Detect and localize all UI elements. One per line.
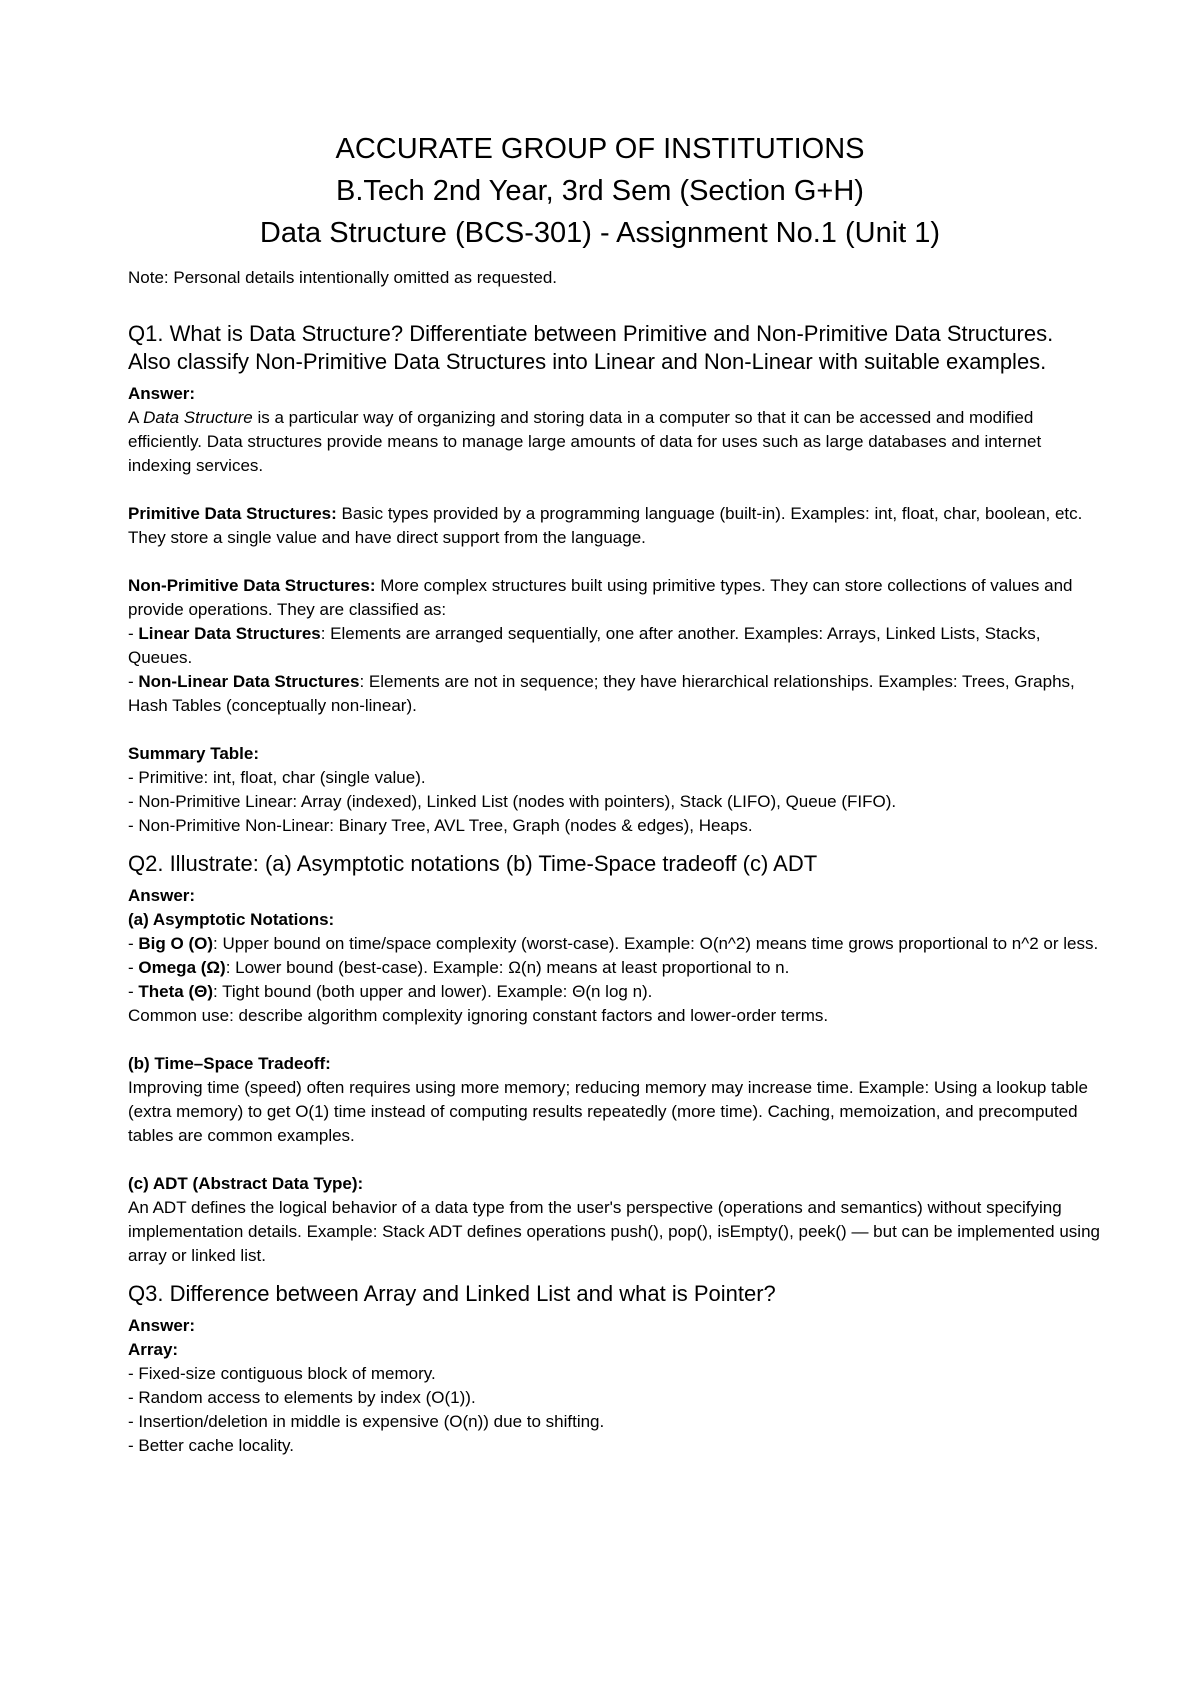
question-3: Q3. Difference between Array and Linked List and what is Pointer? — [128, 1281, 776, 1306]
list-item: - Insertion/deletion in middle is expensive (O(n)) due to shifting. — [128, 1412, 605, 1431]
adt-label — [128, 1172, 1100, 1196]
list-item: - Non-Primitive Non-Linear: Binary Tree, AVL Tree, Graph (nodes & edges), Heaps. — [128, 816, 753, 835]
big-o-prefix: - — [128, 934, 139, 953]
assignment-title: Data Structure (BCS-301) - Assignment No.1 (Unit 1) — [259, 217, 941, 249]
omega-paragraph — [128, 956, 1100, 980]
definition-prefix: A — [128, 408, 144, 427]
answer-label-q1: Answer: — [128, 384, 196, 403]
list-item: - Primitive: int, float, char (single value). — [128, 768, 426, 787]
primitive-text: Basic types provided by a programming language (built-in). Examples: int, float, char, boolean, etc. They store a single value and have direct support from the language. — [128, 504, 1083, 547]
list-item: - Non-Primitive Linear: Array (indexed), Linked List (nodes with pointers), Stack (LIFO), Queue (FIFO). — [128, 792, 897, 811]
array-label — [128, 1338, 1100, 1362]
adt-label-text: (c) ADT (Abstract Data Type): — [128, 1174, 364, 1193]
big-o-label: Big O (O) — [138, 934, 213, 953]
asymptotic-label-text: (a) Asymptotic Notations: — [128, 910, 335, 929]
list-item: - Random access to elements by index (O(1)). — [128, 1388, 476, 1407]
summary-label-text: Summary Table: — [128, 744, 260, 763]
tradeoff-label-text: (b) Time–Space Tradeoff: — [128, 1054, 331, 1073]
non-linear-label: Non-Linear Data Structures — [138, 672, 360, 691]
definition-paragraph — [128, 406, 1100, 478]
big-o-text: : Upper bound on time/space complexity (worst-case). Example: O(n^2) means time grows proportional to n^2 or less. — [213, 934, 1099, 953]
document-header — [128, 128, 1072, 254]
big-o-paragraph — [128, 932, 1100, 956]
summary-list — [128, 766, 1100, 838]
institution-title: ACCURATE GROUP OF INSTITUTIONS — [335, 133, 865, 165]
tradeoff-label — [128, 1052, 1100, 1076]
tradeoff-text: Improving time (speed) often requires using more memory; reducing memory may increase time. Example: Using a lookup table (extra memory) to get O(1) time instead of computing results repeatedly (more time). Caching, memoization, and precomputed tables are common examples. — [128, 1078, 1088, 1145]
definition-text: is a particular way of organizing and storing data in a computer so that it can be accessed and modified efficiently. Data structures provide means to manage large amounts of data for uses such as large databases and internet indexing services. — [128, 408, 1042, 475]
definition-term: Data Structure — [143, 408, 253, 427]
theta-text: : Tight bound (both upper and lower). Example: Θ(n log n). — [213, 982, 653, 1001]
note-text: Note: Personal details intentionally omitted as requested. — [128, 268, 558, 287]
linear-label: Linear Data Structures — [138, 624, 321, 643]
non-primitive-paragraph — [128, 574, 1100, 622]
summary-label — [128, 742, 1100, 766]
primitive-label: Primitive Data Structures: — [128, 504, 337, 523]
non-linear-text: : Elements are not in sequence; they have hierarchical relationships. Examples: Trees, Graphs, Hash Tables (conceptually non-linear). — [128, 672, 1075, 715]
primitive-paragraph — [128, 502, 1100, 550]
asymptotic-label — [128, 908, 1100, 932]
non-primitive-label: Non-Primitive Data Structures: — [128, 576, 376, 595]
theta-label: Theta (Θ) — [138, 982, 213, 1001]
linear-text: : Elements are arranged sequentially, one after another. Examples: Arrays, Linked Lists, Stacks, Queues. — [128, 624, 1041, 667]
answer-label-q3: Answer: — [128, 1316, 196, 1335]
linear-paragraph — [128, 622, 1100, 670]
omega-label: Omega (Ω) — [138, 958, 226, 977]
common-use-text: Common use: describe algorithm complexity ignoring constant factors and lower-order terms. — [128, 1006, 829, 1025]
omega-prefix: - — [128, 958, 139, 977]
question-2: Q2. Illustrate: (a) Asymptotic notations (b) Time-Space tradeoff (c) ADT — [128, 851, 818, 876]
theta-prefix: - — [128, 982, 139, 1001]
answer-label-q2: Answer: — [128, 886, 196, 905]
course-subtitle: B.Tech 2nd Year, 3rd Sem (Section G+H) — [336, 175, 864, 207]
non-primitive-text: More complex structures built using primitive types. They can store collections of values and provide operations. They are classified as: — [128, 576, 1073, 619]
theta-paragraph — [128, 980, 1100, 1004]
question-1: Q1. What is Data Structure? Differentiate between Primitive and Non-Primitive Data Structures. Also classify Non-Primitive Data Structures into Linear and Non-Linear with suitable examples. — [128, 321, 1054, 374]
list-item: - Better cache locality. — [128, 1436, 294, 1455]
list-item: - Fixed-size contiguous block of memory. — [128, 1364, 436, 1383]
linear-prefix: - — [128, 624, 139, 643]
array-label-text: Array: — [128, 1340, 179, 1359]
adt-text: An ADT defines the logical behavior of a data type from the user's perspective (operations and semantics) without specifying implementation details. Example: Stack ADT defines operations push(), pop(), isEmpty(), peek() — but can be implemented using array or linked list. — [128, 1198, 1100, 1265]
array-list — [128, 1362, 1100, 1458]
non-linear-paragraph — [128, 670, 1100, 718]
omega-text: : Lower bound (best-case). Example: Ω(n) means at least proportional to n. — [225, 958, 790, 977]
non-linear-prefix: - — [128, 672, 139, 691]
